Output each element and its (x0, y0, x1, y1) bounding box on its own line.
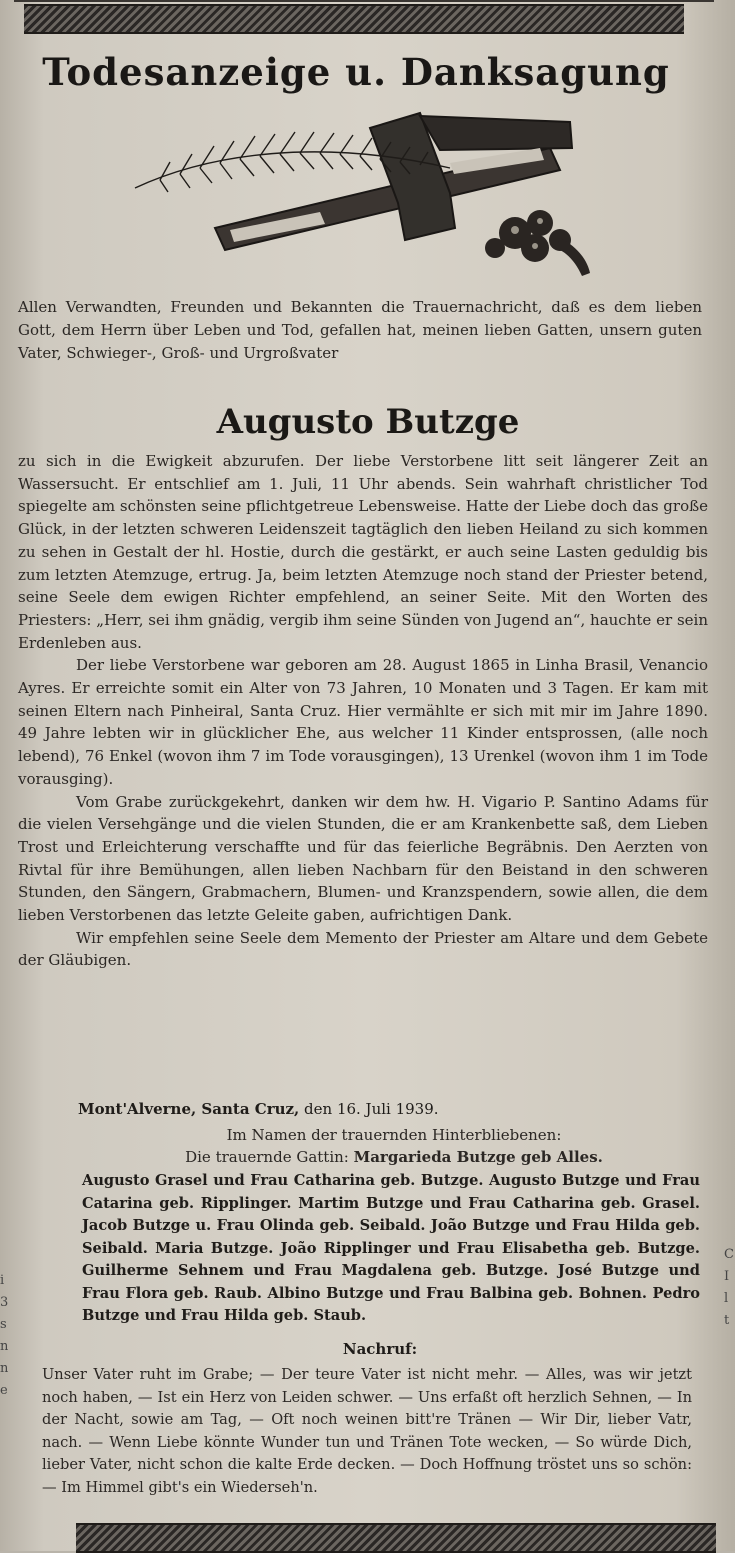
edge-fragment: t (724, 1313, 730, 1328)
nachruf-title: Nachruf: (342, 1340, 418, 1358)
edge-fragment: s (0, 1317, 7, 1332)
obituary-body (18, 450, 708, 972)
deceased-name: Augusto Butzge (216, 402, 520, 442)
paragraph-prayer: Wir empfehlen seine Seele dem Memento der Priester am Altare und dem Gebete der Gläubigen. (18, 928, 708, 970)
dateline-place: Mont'Alverne, Santa Cruz, (78, 1100, 300, 1118)
paragraph-illness: zu sich in die Ewigkeit abzurufen. Der liebe Verstorbene litt seit längerer Zeit an Wassersucht. Er entschlief am 1. Juli, 11 Uhr abends. Sein wahrhaft christlicher Tod spiegelte am schönsten seine pflichtgetreue Lebensweise. Hatte der Liebe doch das große Glück, in der letzten schweren Leidenszeit tagtäglich den lieben Heiland zu sich kommen zu sehen in Gestalt der hl. Hostie, durch die gestärkt, er auch seine Lasten geduldig bis zum letzten Atemzuge, ertrug. Ja, beim letzten Atemzuge noch stand der Priester betend, seine Seele dem ewigen Richter empfehlend, an seiner Seite. Mit den Worten des Priesters: „Herr, sei ihm gnädig, vergib ihm seine Sünden von Jugend an“, hauchte er sein Erdenleben aus. (18, 452, 708, 652)
edge-fragment: e (0, 1383, 8, 1398)
family-list: Augusto Grasel und Frau Catharina geb. Butzge. Augusto Butzge und Frau Catarina geb. Ripplinger. Martim Butzge und Frau Catharina geb. Grasel. Jacob Butzge u. Frau Olinda geb. Seibald. João Butzge und Frau Hilda geb. Seibald. Maria Butzge. João Ripplinger und Frau Elisabetha geb. Butzge. Guilherme Sehnem und Frau Magdalena geb. Butzge. José Butzge und Frau Flora geb. Raub. Albino Butzge und Frau Balbina geb. Bohnen. Pedro Butzge und Frau Hilda geb. Staub. (82, 1172, 700, 1324)
intro-text: Allen Verwandten, Freunden und Bekannten die Trauernachricht, daß es dem lieben Gott, dem Herrn über Leben und Tod, gefallen hat, meinen lieben Gatten, unsern guten Vater, Schwieger-, Groß- und Urgroßvater (18, 298, 702, 362)
bottom-decorative-bar (76, 1523, 716, 1553)
edge-fragment: i (0, 1273, 5, 1288)
right-edge-fragments (724, 1244, 735, 1332)
edge-fragment: n (0, 1339, 9, 1354)
signers (84, 1124, 704, 1168)
edge-fragment: 3 (0, 1295, 9, 1310)
signers-widow-label: Die trauernde Gattin: (185, 1148, 349, 1166)
headline: Todesanzeige u. Danksagung (42, 50, 670, 94)
edge-fragment: I (724, 1269, 730, 1284)
left-edge-fragments (0, 1270, 14, 1402)
edge-fragment: n (0, 1361, 9, 1376)
signers-widow-name: Margarieda Butzge geb Alles. (353, 1148, 603, 1166)
nachruf-poem: Unser Vater ruht im Grabe; — Der teure Vater ist nicht mehr. — Alles, was wir jetzt noch haben, — Ist ein Herz von Leiden schwer. — Uns erfaßt oft herzlich Sehnen, — In der Nacht, sowie am Tag, — Oft noch weinen bitt're Tränen — Wir Dir, lieber Vatr, nach. — Wenn Liebe könnte Wunder tun und Tränen Tote wecken, — So würde Dich, lieber Vater, nicht schon die kalte Erde decken. — Doch Hoffnung tröstet uns so schön: — Im Himmel gibt's ein Wiederseh'n. (42, 1366, 692, 1496)
cross-palm-icon (120, 108, 600, 293)
signers-line1: Im Namen der trauernden Hinterbliebenen: (226, 1126, 562, 1144)
edge-fragment: l (724, 1291, 729, 1306)
signers-line2 (84, 1146, 704, 1168)
top-rule (14, 0, 714, 2)
dateline (78, 1098, 698, 1120)
dateline-date: den 16. Juli 1939. (304, 1100, 439, 1118)
edge-fragment: C (724, 1247, 734, 1262)
paragraph-biography: Der liebe Verstorbene war geboren am 28. August 1865 in Linha Brasil, Venancio Ayres. Er erreichte somit ein Alter von 73 Jahren, 10 Monaten und 3 Tagen. Er kam mit seinen Eltern nach Pinheiral, Santa Cruz. Hier vermählte er sich mit mir im Jahre 1890. 49 Jahre lebten wir in glücklicher Ehe, aus welcher 11 Kinder entsprossen, (alle noch lebend), 76 Enkel (wovon ihm 7 im Tode vorausgingen), 13 Urenkel (wovon ihm 1 im Tode vorausging). (18, 656, 708, 788)
paragraph-thanks: Vom Grabe zurückgekehrt, danken wir dem hw. H. Vigario P. Santino Adams für die vielen Versehgänge und die vielen Stunden, die er am Krankenbette saß, dem Lieben Trost und Erleichterung verschaffte und für das feierliche Begräbnis. Den Aerzten von Rivtal für ihre Bemühungen, allen lieben Nachbarn für den Beistand in den schweren Stunden, den Sängern, Grabmachern, Blumen- und Kranzspendern, sowie allen, die dem lieben Verstorbenen das letzte Geleite gaben, aufrichtigen Dank. (18, 792, 708, 925)
top-decorative-bar (24, 4, 684, 34)
